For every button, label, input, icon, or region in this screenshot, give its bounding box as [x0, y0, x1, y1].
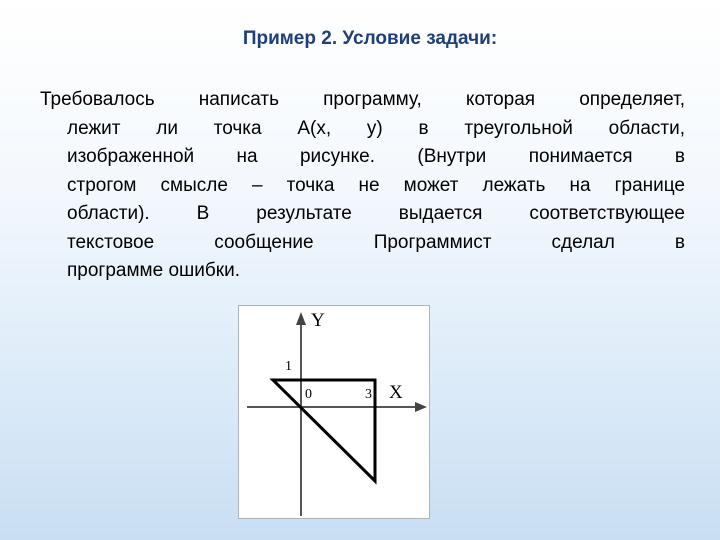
- statement-line-6: текстовое сообщение Программист сделал в: [67, 231, 685, 253]
- problem-statement: [40, 86, 685, 286]
- statement-line-3: изображенной на рисунке. (Внутри понимается в: [67, 146, 685, 167]
- triangle-figure: [238, 305, 430, 519]
- coordinate-plane: [239, 306, 429, 518]
- statement-line-5: области). В результате выдается соответствующее: [67, 203, 685, 224]
- x-axis-label: X: [389, 382, 403, 403]
- triangle-region: [273, 380, 375, 481]
- statement-line-4: строгом смысле – точка не может лежать на границе: [67, 174, 685, 196]
- y-axis-label: Y: [311, 310, 325, 331]
- statement-line-2: лежит ли точка A(x, y) в треугольной области,: [67, 117, 685, 139]
- statement-line-1: Требовалось написать программу, которая определяет,: [40, 89, 685, 110]
- tick-label-y-1: 1: [285, 359, 292, 374]
- slide-title: Пример 2. Условие задачи:: [242, 28, 498, 49]
- y-axis-arrow: [296, 312, 306, 325]
- origin-label: 0: [305, 387, 312, 402]
- tick-label-x-3: 3: [365, 387, 372, 402]
- x-axis-arrow: [415, 402, 427, 412]
- statement-line-7: программе ошибки.: [67, 260, 240, 281]
